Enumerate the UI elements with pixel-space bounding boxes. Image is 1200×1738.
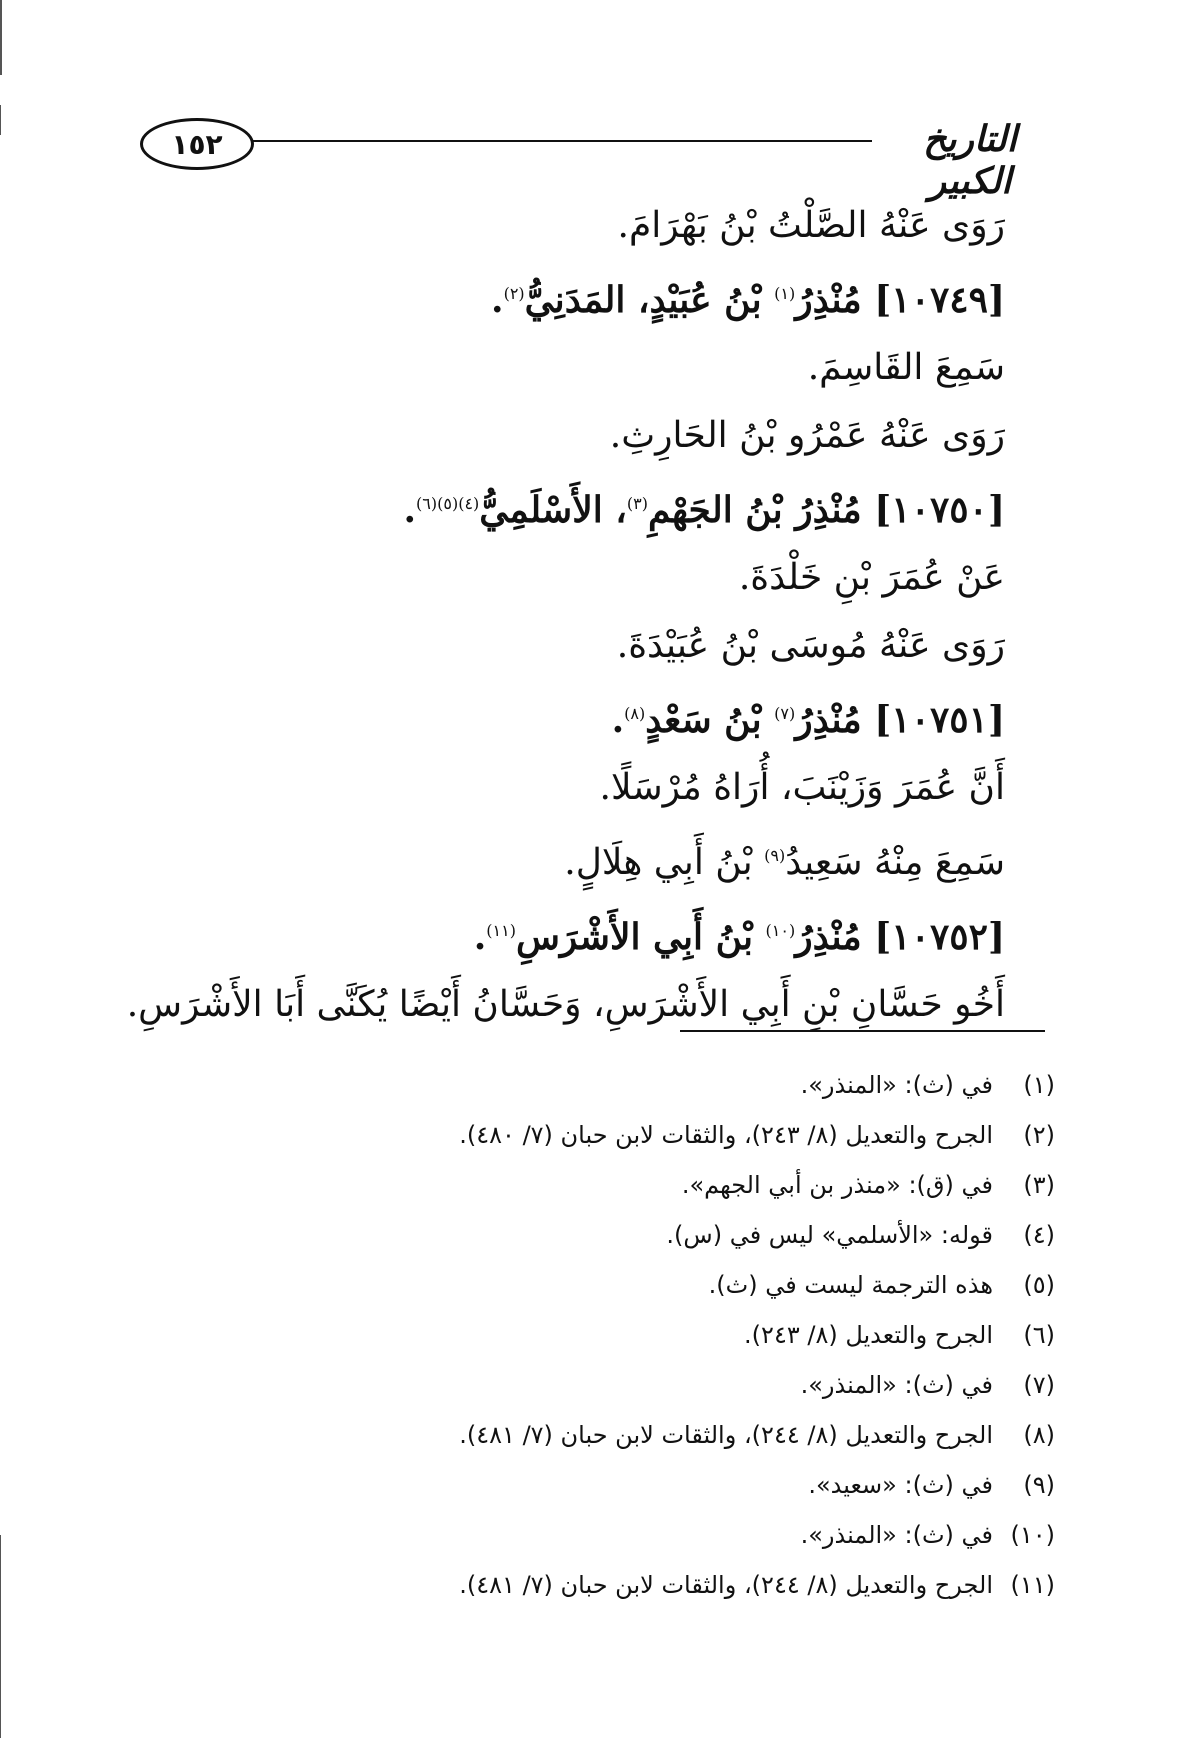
footnote-number: (٣) — [1023, 1171, 1055, 1199]
footnote-text: هذه الترجمة ليست في (ث). — [708, 1271, 993, 1299]
text-segment: بْنُ أَبِي هِلَالٍ. — [564, 842, 753, 883]
footnote-text: في (ق): «منذر بن أبي الجهم». — [681, 1171, 993, 1199]
footnote-number: (٦) — [1023, 1321, 1055, 1349]
footnote-text: في (ث): «المنذر». — [800, 1521, 993, 1549]
entry-heading: [١٠٧٤٩] مُنْذِرُ$^{(١)}$ بْنُ عُبَيْدٍ، المَدَنِيُّ$^{(٢)}$. — [491, 279, 1005, 321]
footnote — [150, 1110, 1055, 1160]
footnote — [150, 1260, 1055, 1310]
text-line: عَنْ عُمَرَ بْنِ خَلْدَةَ. — [738, 557, 1005, 598]
text-line — [150, 822, 1005, 897]
footnote-text: الجرح والتعديل (٨/ ٢٤٤)، والثقات لابن حبان (٧/ ٤٨١). — [459, 1421, 993, 1449]
footnote-text: الجرح والتعديل (٨/ ٢٤٤)، والثقات لابن حبان (٧/ ٤٨١). — [459, 1571, 993, 1599]
footnote-number: (١) — [1023, 1071, 1055, 1099]
page-edge-mark — [0, 105, 1, 135]
footnote-number: (٢) — [1023, 1121, 1055, 1149]
entry-name-rest: بْنُ عُبَيْدٍ، المَدَنِيُّ — [524, 279, 762, 321]
footnote-ref[interactable]: (١) — [774, 284, 796, 303]
footnote-text: في (ث): «سعيد». — [808, 1471, 993, 1499]
footnote-number: (٧) — [1023, 1371, 1055, 1399]
footnote-number: (١١) — [1010, 1571, 1055, 1599]
footnote-ref[interactable]: (٤)(٥)(٦) — [416, 494, 480, 513]
entry-name: مُنْذِرُ — [795, 279, 862, 321]
footnote-separator — [680, 1030, 1045, 1032]
main-text — [126, 192, 1005, 1039]
footnote-text: قوله: «الأسلمي» ليس في (س). — [666, 1221, 993, 1249]
text-line: رَوَى عَنْهُ مُوسَى بْنُ عُبَيْدَةَ. — [616, 625, 1005, 666]
footnote-ref[interactable]: (١١) — [486, 921, 516, 940]
footnote-number: (٨) — [1023, 1421, 1055, 1449]
footnote — [150, 1360, 1055, 1410]
entry-heading: [١٠٧٥٠] مُنْذِرُ بْنُ الجَهْمِ$^{(٣)}$، الأَسْلَمِيُّ$^{(٤)(٥)(٦)}$. — [403, 489, 1005, 531]
footnote-ref[interactable]: (٧) — [774, 704, 796, 723]
running-title: التاريخ الكبير — [923, 118, 1017, 202]
header-rule — [252, 140, 872, 142]
entry-name-rest: بْنُ سَعْدٍ — [645, 699, 762, 741]
footnote — [150, 1060, 1055, 1110]
footnote-number: (١٠) — [1010, 1521, 1055, 1549]
entry-name-rest: ، الأَسْلَمِيُّ — [479, 489, 627, 531]
footnote — [150, 1510, 1055, 1560]
entry-name: مُنْذِرُ — [795, 916, 862, 958]
footnote — [150, 1210, 1055, 1260]
footnote-text: الجرح والتعديل (٨/ ٢٤٣)، والثقات لابن حبان (٧/ ٤٨٠). — [459, 1121, 993, 1149]
footnote-text: الجرح والتعديل (٨/ ٢٤٣). — [744, 1321, 993, 1349]
entry-number: [١٠٧٥٢] — [874, 916, 1005, 958]
footnote-number: (٥) — [1023, 1271, 1055, 1299]
footnotes — [150, 1060, 1055, 1610]
footnote-text: في (ث): «المنذر». — [800, 1071, 993, 1099]
entry-name-rest: بْنُ أَبِي الأَشْرَسِ — [515, 916, 753, 958]
footnote-ref[interactable]: (٢) — [503, 284, 525, 303]
entry-name: مُنْذِرُ — [795, 699, 862, 741]
text-line: سَمِعَ القَاسِمَ. — [807, 347, 1005, 388]
entry-heading: [١٠٧٥١] مُنْذِرُ$^{(٧)}$ بْنُ سَعْدٍ$^{(٨)}$. — [611, 699, 1005, 741]
text-line: رَوَى عَنْهُ عَمْرُو بْنُ الحَارِثِ. — [609, 415, 1005, 456]
page-number: ١٥٢ — [140, 118, 254, 170]
footnote-ref[interactable]: (٨) — [624, 704, 646, 723]
footnote-text: في (ث): «المنذر». — [800, 1371, 993, 1399]
entry-number: [١٠٧٥٠] — [874, 489, 1005, 531]
page-header — [140, 118, 1060, 202]
footnote — [150, 1560, 1055, 1610]
footnote — [150, 1460, 1055, 1510]
footnote — [150, 1310, 1055, 1360]
text-segment: سَمِعَ مِنْهُ سَعِيدُ — [785, 842, 1005, 883]
text-line: أَنَّ عُمَرَ وَزَيْنَبَ، أُرَاهُ مُرْسَلًا. — [599, 767, 1005, 808]
footnote-ref[interactable]: (١٠) — [765, 921, 796, 940]
footnote — [150, 1410, 1055, 1460]
footnote-ref[interactable]: (٣) — [626, 494, 648, 513]
footnote-number: (٤) — [1023, 1221, 1055, 1249]
footnote-ref[interactable]: (٩) — [764, 846, 786, 865]
page-edge-mark — [0, 1535, 1, 1738]
entry-number: [١٠٧٥١] — [874, 699, 1005, 741]
entry-name: مُنْذِرُ بْنُ الجَهْمِ — [647, 489, 862, 531]
text-line: رَوَى عَنْهُ الصَّلْتُ بْنُ بَهْرَامَ. — [617, 205, 1005, 246]
text-line: أَخُو حَسَّانِ بْنِ أَبِي الأَشْرَسِ، وَحَسَّانُ أَيْضًا يُكَنَّى أَبَا الأَشْرَسِ. — [126, 984, 1005, 1025]
footnote-number: (٩) — [1023, 1471, 1055, 1499]
entry-number: [١٠٧٤٩] — [874, 279, 1005, 321]
footnote — [150, 1160, 1055, 1210]
entry-heading: [١٠٧٥٢] مُنْذِرُ$^{(١٠)}$ بْنُ أَبِي الأَشْرَسِ$^{(١١)}$. — [473, 916, 1005, 958]
page-edge-mark — [0, 0, 2, 75]
